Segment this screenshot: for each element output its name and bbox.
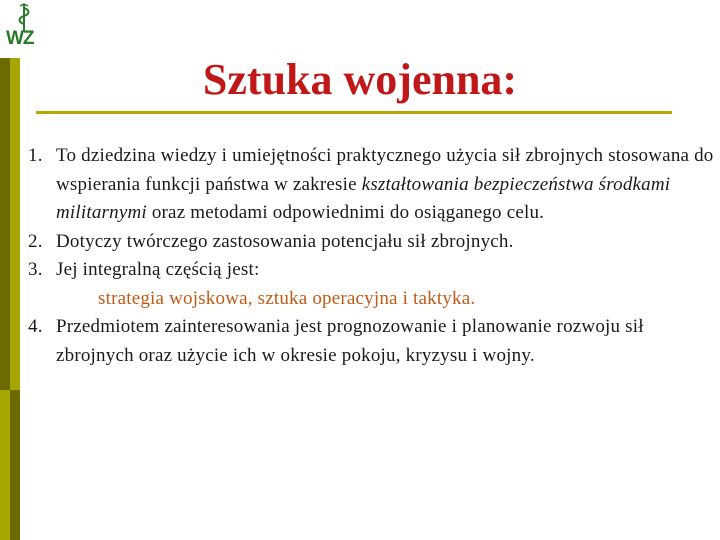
item-highlight: strategia wojskowa, sztuka operacyjna i taktyka. [98,287,476,309]
list-item [28,313,718,370]
item-number: 2. [28,230,43,252]
slide-title: Sztuka wojenna: [202,55,518,104]
logo-text: WZ [6,28,34,49]
item-number: 1. [28,145,43,166]
item-text: Jej integralną częścią jest: [56,259,260,280]
list-item [28,142,718,228]
logo [0,0,48,58]
item-number: 3. [28,259,43,280]
list-item [28,256,718,313]
item-text-after: oraz metodami odpowiednimi do osiąganego celu. [151,202,545,223]
item-number: 4. [28,316,43,337]
item-text: Przedmiotem zainteresowania jest prognozowanie i planowanie rozwoju sił zbrojnych oraz użycie ich w okresie pokoju, kryzysu i wojny. [56,316,644,366]
list-item [28,228,718,257]
sidebar-stripe-bottom-light [0,390,10,540]
slide-content [28,142,718,370]
title-underline [36,111,672,114]
sidebar-stripe-bottom-dark [10,390,20,540]
item-text-italic: kształtowania bezpieczeństwa środkami militarnymi [56,173,671,223]
item-text: To dziedzina wiedzy i umiejętności praktycznego użycia sił zbrojnych stosowana do wspierania funkcji państwa w zakresie [56,145,714,195]
item-text: Dotyczy twórczego zastosowania potencjału sił zbrojnych. [56,230,514,252]
